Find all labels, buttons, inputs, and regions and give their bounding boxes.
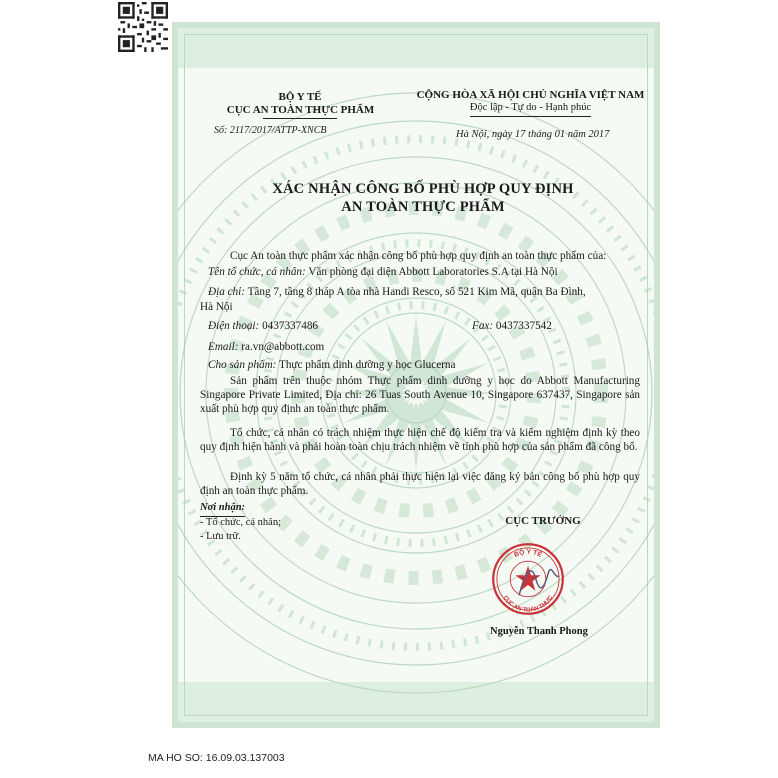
address-label: Địa chỉ: [208,286,245,298]
header-divider-left [263,118,337,119]
fax-label: Fax: [472,320,494,332]
email-label: Email: [208,341,239,353]
paragraph-renewal: Định kỳ 5 năm tổ chức, cá nhân phải thực hiện lại việc đăng ký bản công bố phù hợp quy định an toàn thực phẩm. [200,471,640,498]
department-name: CỤC AN TOÀN THỰC PHẨM [226,104,375,116]
recipients-label [200,501,245,517]
product-value: Thực phẩm dinh dưỡng y học Glucerna [278,359,456,371]
paragraph-responsibility: Tổ chức, cá nhân có trách nhiệm thực hiện chế độ kiểm tra và kiểm nghiệm định kỳ theo quy định hiện hành và phải hoàn toàn chịu trách nhiệm về tính phù hợp của sản phẩm đã công bố. [200,427,640,454]
svg-text:BỘ Y TẾ [513,547,544,559]
qr-code-icon [118,2,168,52]
issue-date: Hà Nội, ngày 17 tháng 01 năm 2017 [456,129,610,140]
org-label: Tên tổ chức, cá nhân: [208,266,306,278]
product-row [208,358,455,372]
intro-text: Cục An toàn thực phẩm xác nhận công bố phù hợp quy định an toàn thực phẩm của: [230,250,607,262]
phone-row [208,319,318,333]
org-row [208,265,558,279]
signatory-name: Nguyễn Thanh Phong [490,626,588,637]
fax-row [472,319,552,333]
dossier-code: MA HO SO: 16.09.03.137003 [148,752,285,764]
document-number: Số: 2117/2017/ATTP-XNCB [214,125,327,136]
republic-name: CỘNG HÒA XÃ HỘI CHỦ NGHĨA VIỆT NAM [416,89,645,101]
product-label: Cho sản phẩm: [208,359,277,371]
org-value: Văn phòng đại diện Abbott Laboratories S.A tại Hà Nội [308,266,558,278]
recipients-label-text: Nơi nhận: [200,501,245,517]
seal-top-text: BỘ Y TẾ [513,548,543,559]
email-value: ra.vn@abbott.com [241,341,325,353]
fax-value: 0437337542 [495,320,552,332]
address-row [208,285,586,299]
phone-value: 0437337486 [262,320,319,332]
title-line-2: AN TOÀN THỰC PHẨM [341,199,505,215]
certificate-paper [172,22,660,728]
signatory-role: CỤC TRƯỞNG [505,515,581,527]
phone-label: Điện thoại: [208,320,260,332]
official-seal-icon [491,542,565,616]
ministry-name: BỘ Y TẾ [278,91,322,103]
seal-bottom-text: CỤC AN TOÀN THỰC [501,594,555,614]
motto-text: Độc lập - Tự do - Hạnh phúc [470,101,591,117]
address-continued: Hà Nội [200,301,233,313]
paragraph-product: Sản phẩm trên thuộc nhóm Thực phẩm dinh dưỡng y học do Abbott Manufacturing Singapore Private Limited, Địa chỉ: 26 Tuas South Avenue 10, Singapore 637437, Singapore sản xuất phù hợp quy định an toàn thực phẩm. [200,375,640,416]
republic-motto [403,101,658,117]
title-line-1: XÁC NHẬN CÔNG BỐ PHÙ HỢP QUY ĐỊNH [272,181,574,197]
recipient-item: - Lưu trữ. [200,531,241,542]
recipient-item: - Tổ chức, cá nhân; [200,517,282,528]
address-value: Tầng 7, tầng 8 tháp A tòa nhà Handi Resco, số 521 Kim Mã, quận Ba Đình, [247,286,586,298]
email-row [208,340,324,354]
